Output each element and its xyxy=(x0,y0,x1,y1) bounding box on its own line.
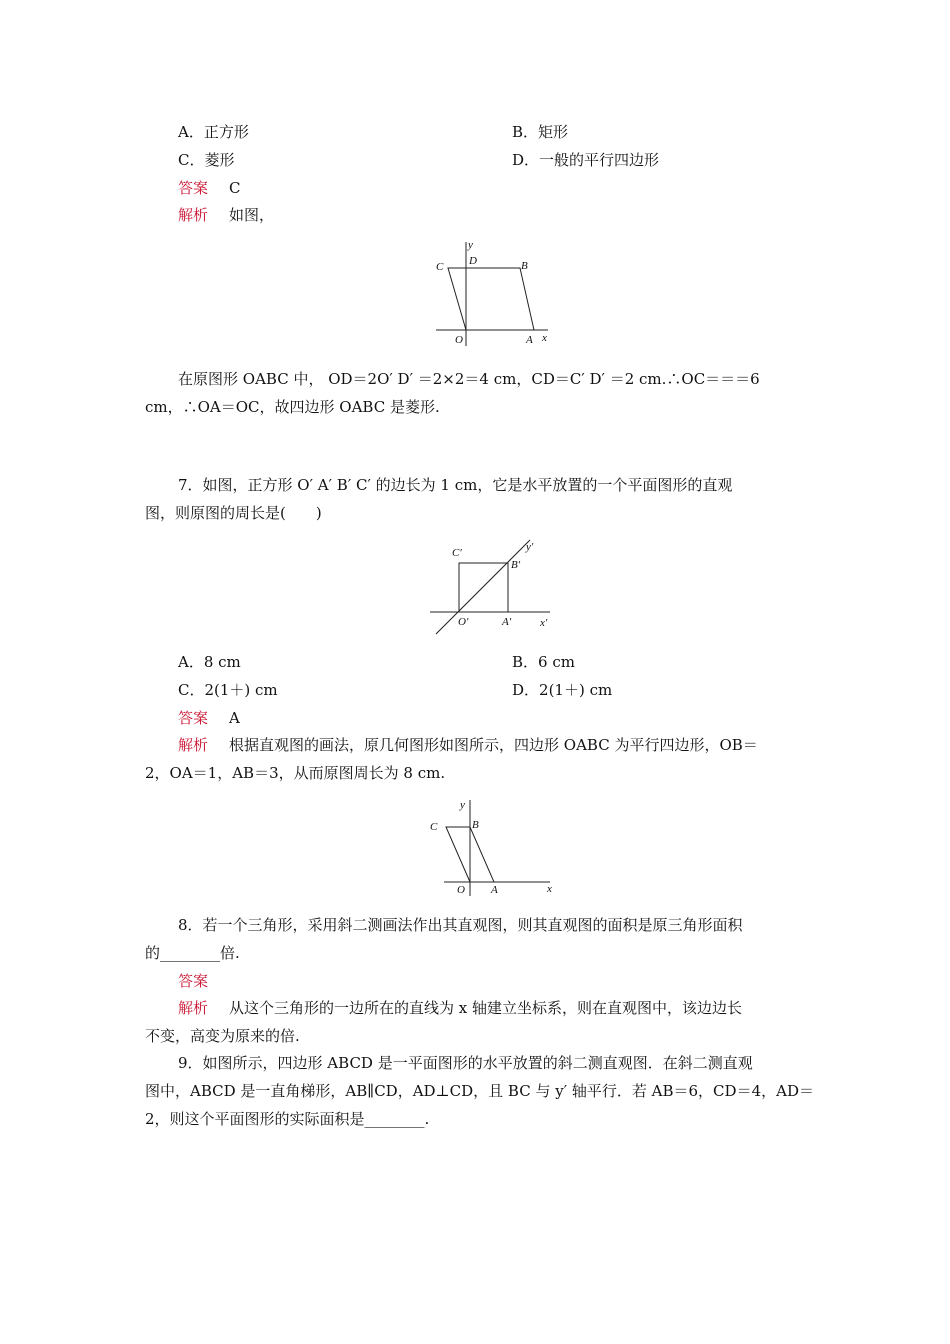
q7-label-y: y′ xyxy=(526,541,534,553)
q7-label-x: x′ xyxy=(540,617,548,629)
q9-stem-line3: 2，则这个平面图形的实际面积是________. xyxy=(145,1110,430,1128)
q6-explanation-line1: 在原图形 OABC 中， OD＝2O′ D′ ＝2×2＝4 cm，CD＝C′ D′ ＝2 cm.∴OC＝＝＝6 xyxy=(178,370,760,388)
q8-answer-label: 答案 xyxy=(178,972,209,990)
q7-stem-line2: 图，则原图的周长是( ) xyxy=(145,504,322,522)
q6-label-b: B xyxy=(521,260,528,272)
q7b-label-a: A xyxy=(491,884,498,896)
q6-analysis-label: 解析 xyxy=(178,206,209,224)
q6-option-a: A．正方形 xyxy=(178,123,249,141)
q7-label-c: C′ xyxy=(452,547,462,559)
q6-label-y: y xyxy=(468,239,473,251)
q7-answer-label: 答案 xyxy=(178,709,209,727)
q6-option-d: D．一般的平行四边形 xyxy=(512,151,660,169)
q7-answer-value: A xyxy=(229,709,240,727)
q7b-label-b: B xyxy=(472,819,479,831)
q6-label-x: x xyxy=(542,332,547,344)
q8-analysis-line1: 从这个三角形的一边所在的直线为 x 轴建立坐标系，则在直观图中，该边边长 xyxy=(229,999,742,1017)
q7-analysis-line2: 2，OA＝1，AB＝3，从而原图周长为 8 cm. xyxy=(145,764,446,782)
q7-figure xyxy=(426,536,558,636)
q7-option-d: D．2(1＋) cm xyxy=(512,681,613,699)
q6-label-c: C xyxy=(436,261,444,273)
q8-stem-line2: 的________倍. xyxy=(145,944,240,962)
q6-answer-label: 答案 xyxy=(178,179,209,197)
q7-analysis-line1: 根据直观图的画法，原几何图形如图所示，四边形 OABC 为平行四边形，OB＝ xyxy=(229,736,758,754)
q6-label-d: D xyxy=(469,255,477,267)
q7-y-axis xyxy=(436,540,530,634)
q7-stem-line1: 7．如图，正方形 O′ A′ B′ C′ 的边长为 1 cm，它是水平放置的一个平面图形的直观 xyxy=(178,476,733,494)
q6-option-c: C．菱形 xyxy=(178,151,235,169)
q6-answer-value: C xyxy=(229,179,241,197)
q7-option-c: C．2(1＋) cm xyxy=(178,681,278,699)
q7-option-b: B．6 cm xyxy=(512,653,575,671)
q6-explanation-line2: cm，∴OA＝OC，故四边形 OABC 是菱形. xyxy=(145,398,440,416)
q7-label-a: A′ xyxy=(502,616,512,628)
q7-label-b: B′ xyxy=(511,559,521,571)
q7-option-a: A．8 cm xyxy=(178,653,241,671)
q7-label-o: O′ xyxy=(458,616,469,628)
q8-analysis-line2: 不变，高变为原来的倍. xyxy=(145,1027,300,1045)
q8-analysis-label: 解析 xyxy=(178,999,209,1017)
q6-label-a: A xyxy=(526,334,533,346)
q7-analysis-label: 解析 xyxy=(178,736,209,754)
q6-shape-ocba xyxy=(448,268,534,330)
q6-option-b: B．矩形 xyxy=(512,123,569,141)
q7-figure-original xyxy=(424,796,560,898)
q6-figure xyxy=(428,238,558,350)
q7b-label-o: O xyxy=(457,884,465,896)
q9-stem-line2: 图中，ABCD 是一直角梯形，AB∥CD，AD⊥CD，且 BC 与 y′ 轴平行．若 AB＝6，CD＝4，AD＝ xyxy=(145,1082,814,1100)
q7b-label-c: C xyxy=(430,821,438,833)
q6-label-o: O xyxy=(455,334,463,346)
q9-stem-line1: 9．如图所示，四边形 ABCD 是一平面图形的水平放置的斜二测直观图．在斜二测直观 xyxy=(178,1054,753,1072)
q8-stem-line1: 8．若一个三角形，采用斜二测画法作出其直观图，则其直观图的面积是原三角形面积 xyxy=(178,916,743,934)
q6-analysis-text: 如图， xyxy=(229,206,275,224)
q7b-label-x: x xyxy=(547,883,552,895)
q7-square xyxy=(459,563,508,612)
q7b-label-y: y xyxy=(460,799,465,811)
